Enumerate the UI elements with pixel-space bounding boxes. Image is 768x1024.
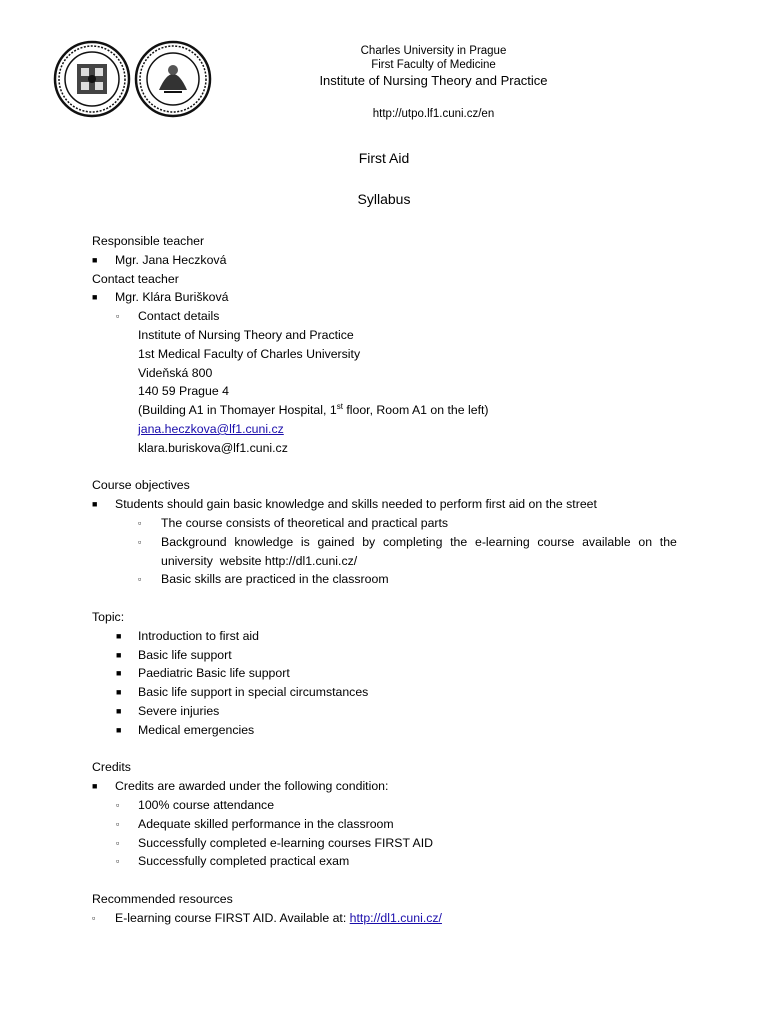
hollow-square-bullet-icon: ▫ bbox=[92, 912, 96, 923]
list-item: ■ Introduction to first aid bbox=[92, 627, 678, 646]
hollow-square-bullet-icon: ▫ bbox=[138, 574, 142, 585]
hollow-square-bullet-icon: ▫ bbox=[116, 837, 120, 848]
list-item: ▫ The course consists of theoretical and practical parts bbox=[92, 514, 678, 533]
address-line: Institute of Nursing Theory and Practice bbox=[138, 327, 354, 342]
justified-word: gained bbox=[317, 534, 355, 549]
list-item: ■ Medical emergencies bbox=[92, 721, 678, 740]
wrapped-text: university website http://dl1.cuni.cz/ bbox=[161, 553, 358, 568]
contact-heading: Contact teacher bbox=[92, 271, 179, 286]
list-item: ■ Mgr. Klára Burišková bbox=[92, 288, 678, 307]
square-bullet-icon: ■ bbox=[92, 254, 98, 265]
objectives-heading: Course objectives bbox=[92, 478, 190, 493]
email-text: klara.buriskova@lf1.cuni.cz bbox=[138, 440, 288, 455]
institute-name: Institute of Nursing Theory and Practice bbox=[319, 73, 548, 88]
list-item: ■ Students should gain basic knowledge and skills needed to perform first aid on the street bbox=[92, 495, 678, 514]
document-header bbox=[200, 44, 667, 121]
square-bullet-icon: ■ bbox=[116, 724, 122, 735]
responsible-heading: Responsible teacher bbox=[92, 234, 205, 248]
justified-word: on bbox=[638, 534, 653, 549]
university-seal bbox=[53, 40, 131, 123]
justified-word: Background bbox=[161, 534, 227, 549]
square-bullet-icon: ■ bbox=[116, 649, 122, 660]
document-subtitle: Syllabus bbox=[357, 191, 411, 207]
justified-word: the bbox=[450, 534, 468, 549]
list-item: ▫ Adequate skilled performance in the classroom bbox=[92, 815, 678, 834]
list-item: ■ Credits are awarded under the following condition: bbox=[92, 777, 678, 796]
square-bullet-icon: ■ bbox=[116, 687, 122, 698]
justified-word: e-learning bbox=[474, 534, 530, 549]
list-item: ▫ Contact details bbox=[92, 307, 678, 326]
square-bullet-icon: ■ bbox=[92, 781, 98, 792]
hollow-square-bullet-icon: ▫ bbox=[116, 856, 120, 867]
credits-heading: Credits bbox=[92, 760, 131, 775]
building-line: (Building A1 in Thomayer Hospital, 1st floor, Room A1 on the left) bbox=[138, 402, 489, 418]
justified-word: available bbox=[582, 534, 631, 549]
list-item: ▫ Successfully completed practical exam bbox=[92, 852, 678, 871]
justified-word: by bbox=[362, 534, 376, 549]
resource-link[interactable]: http://dl1.cuni.cz/ bbox=[349, 910, 442, 925]
justified-word: the bbox=[659, 534, 677, 549]
justified-word: course bbox=[537, 534, 575, 549]
square-bullet-icon: ■ bbox=[92, 499, 98, 510]
topic-heading: Topic: bbox=[92, 609, 125, 624]
list-item: ▫ Successfully completed e-learning courses FIRST AID bbox=[92, 834, 678, 853]
justified-word: completing bbox=[382, 534, 443, 549]
list-item: ■ Basic life support bbox=[92, 646, 678, 665]
email-link[interactable]: jana.heczkova@lf1.cuni.cz bbox=[138, 421, 284, 436]
justified-text bbox=[161, 533, 677, 552]
list-item: ■ Severe injuries bbox=[92, 702, 678, 721]
square-bullet-icon: ■ bbox=[116, 668, 122, 679]
list-item: ▫ E-learning course FIRST AID. Available at: http://dl1.cuni.cz/ bbox=[92, 909, 678, 928]
hollow-square-bullet-icon: ▫ bbox=[116, 799, 120, 810]
list-item: ■ Mgr. Jana Heczková bbox=[92, 251, 678, 270]
square-bullet-icon: ■ bbox=[116, 705, 122, 716]
list-item: ■ Paediatric Basic life support bbox=[92, 664, 678, 683]
document-title: First Aid bbox=[358, 150, 410, 166]
header-url: http://utpo.lf1.cuni.cz/en bbox=[372, 108, 495, 120]
hollow-square-bullet-icon: ▫ bbox=[116, 818, 120, 829]
justified-word: is bbox=[300, 534, 310, 549]
list-item bbox=[92, 533, 678, 552]
faculty-name: First Faculty of Medicine bbox=[371, 59, 496, 71]
list-item: ▫ 100% course attendance bbox=[92, 796, 678, 815]
hollow-square-bullet-icon: ▫ bbox=[138, 536, 142, 547]
address-line: Videňská 800 bbox=[138, 365, 213, 380]
address-line: 140 59 Prague 4 bbox=[138, 384, 229, 399]
square-bullet-icon: ■ bbox=[92, 292, 98, 303]
hollow-square-bullet-icon: ▫ bbox=[138, 517, 142, 528]
justified-word: knowledge bbox=[234, 534, 294, 549]
list-item: ■ Basic life support in special circumstances bbox=[92, 683, 678, 702]
address-line: 1st Medical Faculty of Charles University bbox=[138, 346, 361, 361]
university-name: Charles University in Prague bbox=[360, 45, 507, 57]
list-item: ▫ Basic skills are practiced in the classroom bbox=[92, 570, 678, 589]
hollow-square-bullet-icon: ▫ bbox=[116, 311, 120, 322]
syllabus-content bbox=[92, 232, 678, 927]
square-bullet-icon: ■ bbox=[116, 630, 122, 641]
resources-heading: Recommended resources bbox=[92, 891, 233, 906]
